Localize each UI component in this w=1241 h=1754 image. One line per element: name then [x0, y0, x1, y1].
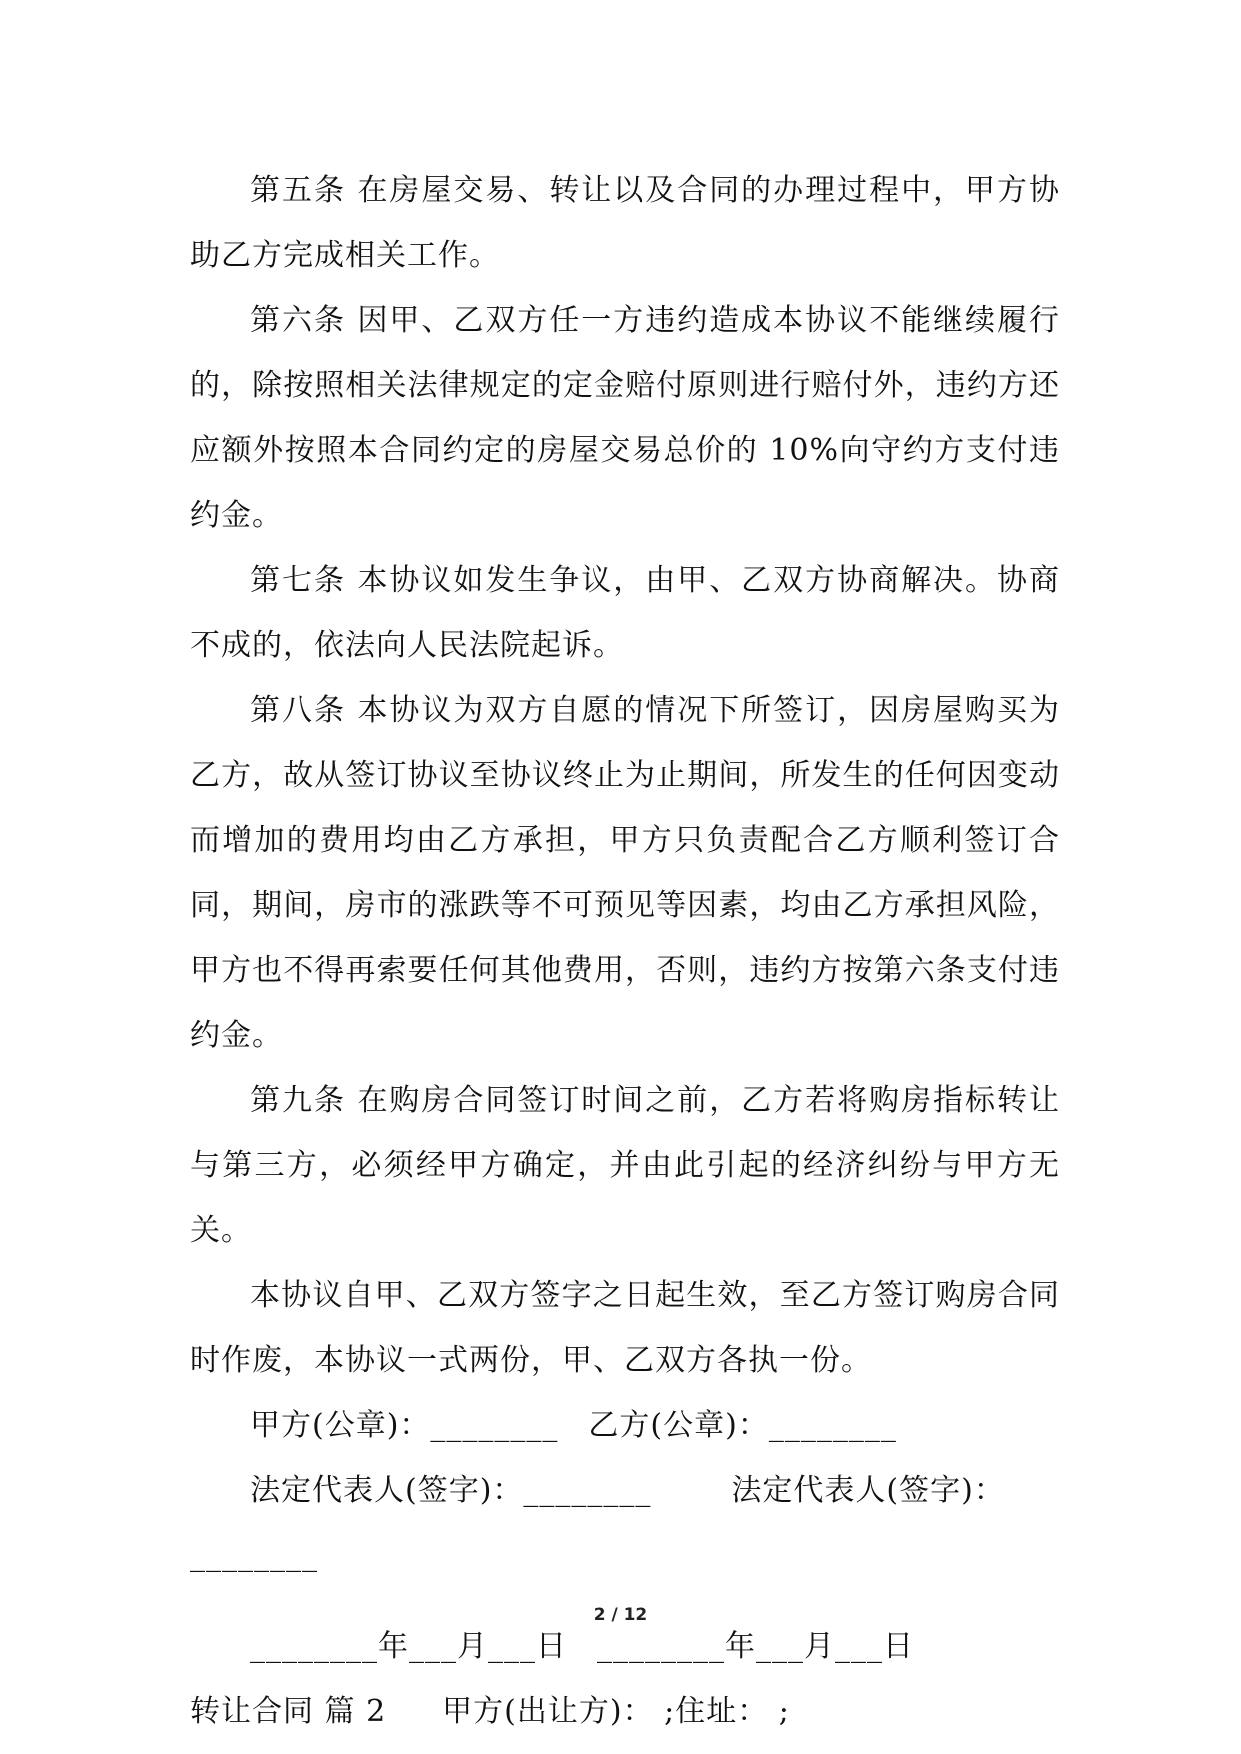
- clause-7: 第七条 本协议如发生争议，由甲、乙双方协商解决。协商不成的，依法向人民法院起诉。: [190, 563, 1060, 663]
- party-b-representative-blank: ________: [190, 1538, 318, 1573]
- party-b-seal: 乙方(公章)：________: [588, 1408, 897, 1443]
- clause-9: 第九条 在购房合同签订时间之前，乙方若将购房指标转让与第三方，必须经甲方确定，并由此引起的经济纠纷与甲方无关。: [190, 1083, 1060, 1248]
- effective-clause: 本协议自甲、乙双方签字之日起生效，至乙方签订购房合同时作废，本协议一式两份，甲、乙双方各执一份。: [190, 1278, 1060, 1378]
- clause-8: 第八条 本协议为双方自愿的情况下所签订，因房屋购买为乙方，故从签订协议至协议终止为止期间，所发生的任何因变动而增加的费用均由乙方承担，甲方只负责配合乙方顺利签订合同，期间，房市的涨跌等不可预见等因素，均由乙方承担风险，甲方也不得再索要任何其他费用，否则，违约方按第六条支付违约金。: [190, 693, 1060, 1053]
- clause-5: 第五条 在房屋交易、转让以及合同的办理过程中，甲方协助乙方完成相关工作。: [190, 173, 1060, 273]
- party-a-date: ________年___月___日: [250, 1629, 567, 1664]
- party-a-representative: 法定代表人(签字)：________: [250, 1473, 652, 1508]
- next-section-line: [190, 1679, 1060, 1744]
- clause-6: 第六条 因甲、乙双方任一方违约造成本协议不能继续履行的，除按照相关法律规定的定金赔付原则进行赔付外，违约方还应额外按照本合同约定的房屋交易总价的 10%向守约方支付违约金。: [190, 303, 1060, 533]
- party-b-date: ________年___月___日: [597, 1629, 914, 1664]
- next-section-party-line: 甲方(出让方)： ;住址： ;: [442, 1694, 790, 1729]
- party-b-representative: 法定代表人(签字)：: [731, 1473, 1005, 1508]
- page-number: 2 / 12: [593, 1605, 648, 1625]
- contract-body: [190, 158, 1060, 1744]
- party-a-seal: 甲方(公章)：________: [250, 1408, 559, 1443]
- next-section-title: 转让合同 篇 2: [190, 1694, 387, 1729]
- representative-row: [190, 1458, 1060, 1523]
- seal-row: [190, 1393, 1060, 1458]
